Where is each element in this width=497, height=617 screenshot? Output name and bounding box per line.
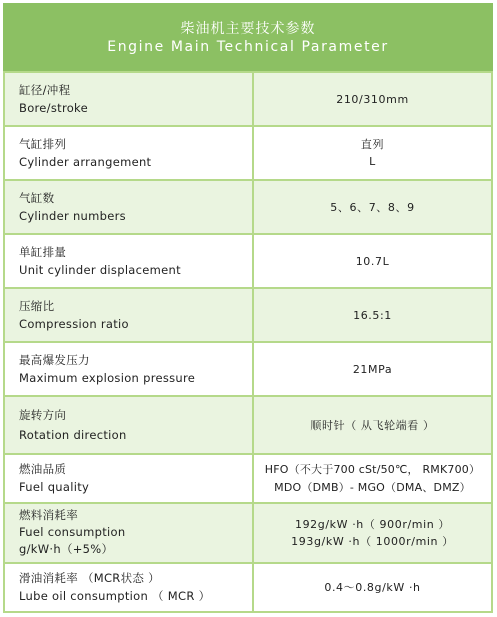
value-line-2: L — [369, 155, 376, 168]
value: 16.5:1 — [353, 309, 392, 322]
value-line-1: 直列 — [360, 138, 385, 151]
row-value-cell — [254, 504, 491, 562]
header-title-cn: 柴油机主要技术参数 — [180, 21, 316, 37]
row-label-cell — [5, 181, 252, 233]
table-row-cylinder-arrangement — [5, 127, 491, 179]
table-row-unit-displacement — [5, 235, 491, 287]
label-cn: 缸径/冲程 — [19, 83, 71, 97]
table-header — [3, 3, 493, 71]
row-value-cell — [254, 289, 491, 341]
row-label-cell — [5, 289, 252, 341]
label-en: Maximum explosion pressure — [19, 371, 196, 385]
parameter-table — [3, 3, 493, 613]
row-label-cell — [5, 73, 252, 125]
value: 21MPa — [352, 363, 393, 376]
table-row-fuel-quality — [5, 455, 491, 502]
label-en: Compression ratio — [19, 317, 129, 331]
table-row-compression-ratio — [5, 289, 491, 341]
value: 210/310mm — [336, 93, 409, 106]
row-value-cell — [254, 455, 491, 502]
label-cn: 最高爆发压力 — [19, 353, 90, 367]
value-line-2: MDO（DMB）- MGO（DMA、DMZ） — [274, 481, 471, 494]
label-cn: 气缸排列 — [19, 137, 67, 151]
label-en: Lube oil consumption （ MCR ） — [19, 589, 211, 603]
row-label-cell — [5, 343, 252, 395]
row-label-cell — [5, 397, 252, 453]
row-label-cell — [5, 235, 252, 287]
value: 10.7L — [355, 255, 390, 268]
header-title-en: Engine Main Technical Parameter — [107, 39, 389, 55]
label-cn: 气缸数 — [19, 191, 55, 205]
table-row-max-explosion-pressure — [5, 343, 491, 395]
row-value-cell — [254, 127, 491, 179]
row-value-cell — [254, 397, 491, 453]
label-cn: 滑油消耗率 （MCR状态 ） — [19, 571, 160, 585]
label-en: Rotation direction — [19, 428, 127, 442]
label-en: Bore/stroke — [19, 101, 88, 115]
label-en: Fuel quality — [19, 480, 90, 494]
label-en: Unit cylinder displacement — [19, 263, 181, 277]
value-line-1: HFO（不大于700 cSt/50℃， RMK700） — [264, 463, 481, 476]
value: 顺时针（ 从飞轮端看 ） — [310, 419, 435, 432]
label-cn: 压缩比 — [19, 299, 55, 313]
table-row-rotation-direction — [5, 397, 491, 453]
row-value-cell — [254, 343, 491, 395]
value-line-2: 193g/kW ·h（ 1000r/min ） — [291, 535, 454, 548]
row-label-cell — [5, 127, 252, 179]
row-value-cell — [254, 73, 491, 125]
value: 0.4～0.8g/kW ·h — [324, 581, 421, 594]
label-en: Fuel consumption — [19, 525, 126, 539]
row-value-cell — [254, 235, 491, 287]
label-cn: 燃油品质 — [19, 462, 67, 476]
label-cn: 燃料消耗率 — [19, 508, 78, 522]
label-en: Cylinder numbers — [19, 209, 126, 223]
row-value-cell — [254, 564, 491, 611]
table-row-lube-oil-consumption — [5, 564, 491, 611]
label-unit: g/kW·h（+5%） — [19, 542, 114, 556]
table-row-fuel-consumption — [5, 504, 491, 562]
row-label-cell — [5, 564, 252, 611]
row-label-cell — [5, 504, 252, 562]
row-label-cell — [5, 455, 252, 502]
table-row-cylinder-numbers — [5, 181, 491, 233]
label-cn: 单缸排量 — [19, 245, 67, 259]
table-row-bore-stroke — [5, 73, 491, 125]
value-line-1: 192g/kW ·h（ 900r/min ） — [294, 518, 451, 531]
row-value-cell — [254, 181, 491, 233]
label-cn: 旋转方向 — [19, 408, 67, 422]
value: 5、6、7、8、9 — [330, 201, 415, 214]
label-en: Cylinder arrangement — [19, 155, 152, 169]
